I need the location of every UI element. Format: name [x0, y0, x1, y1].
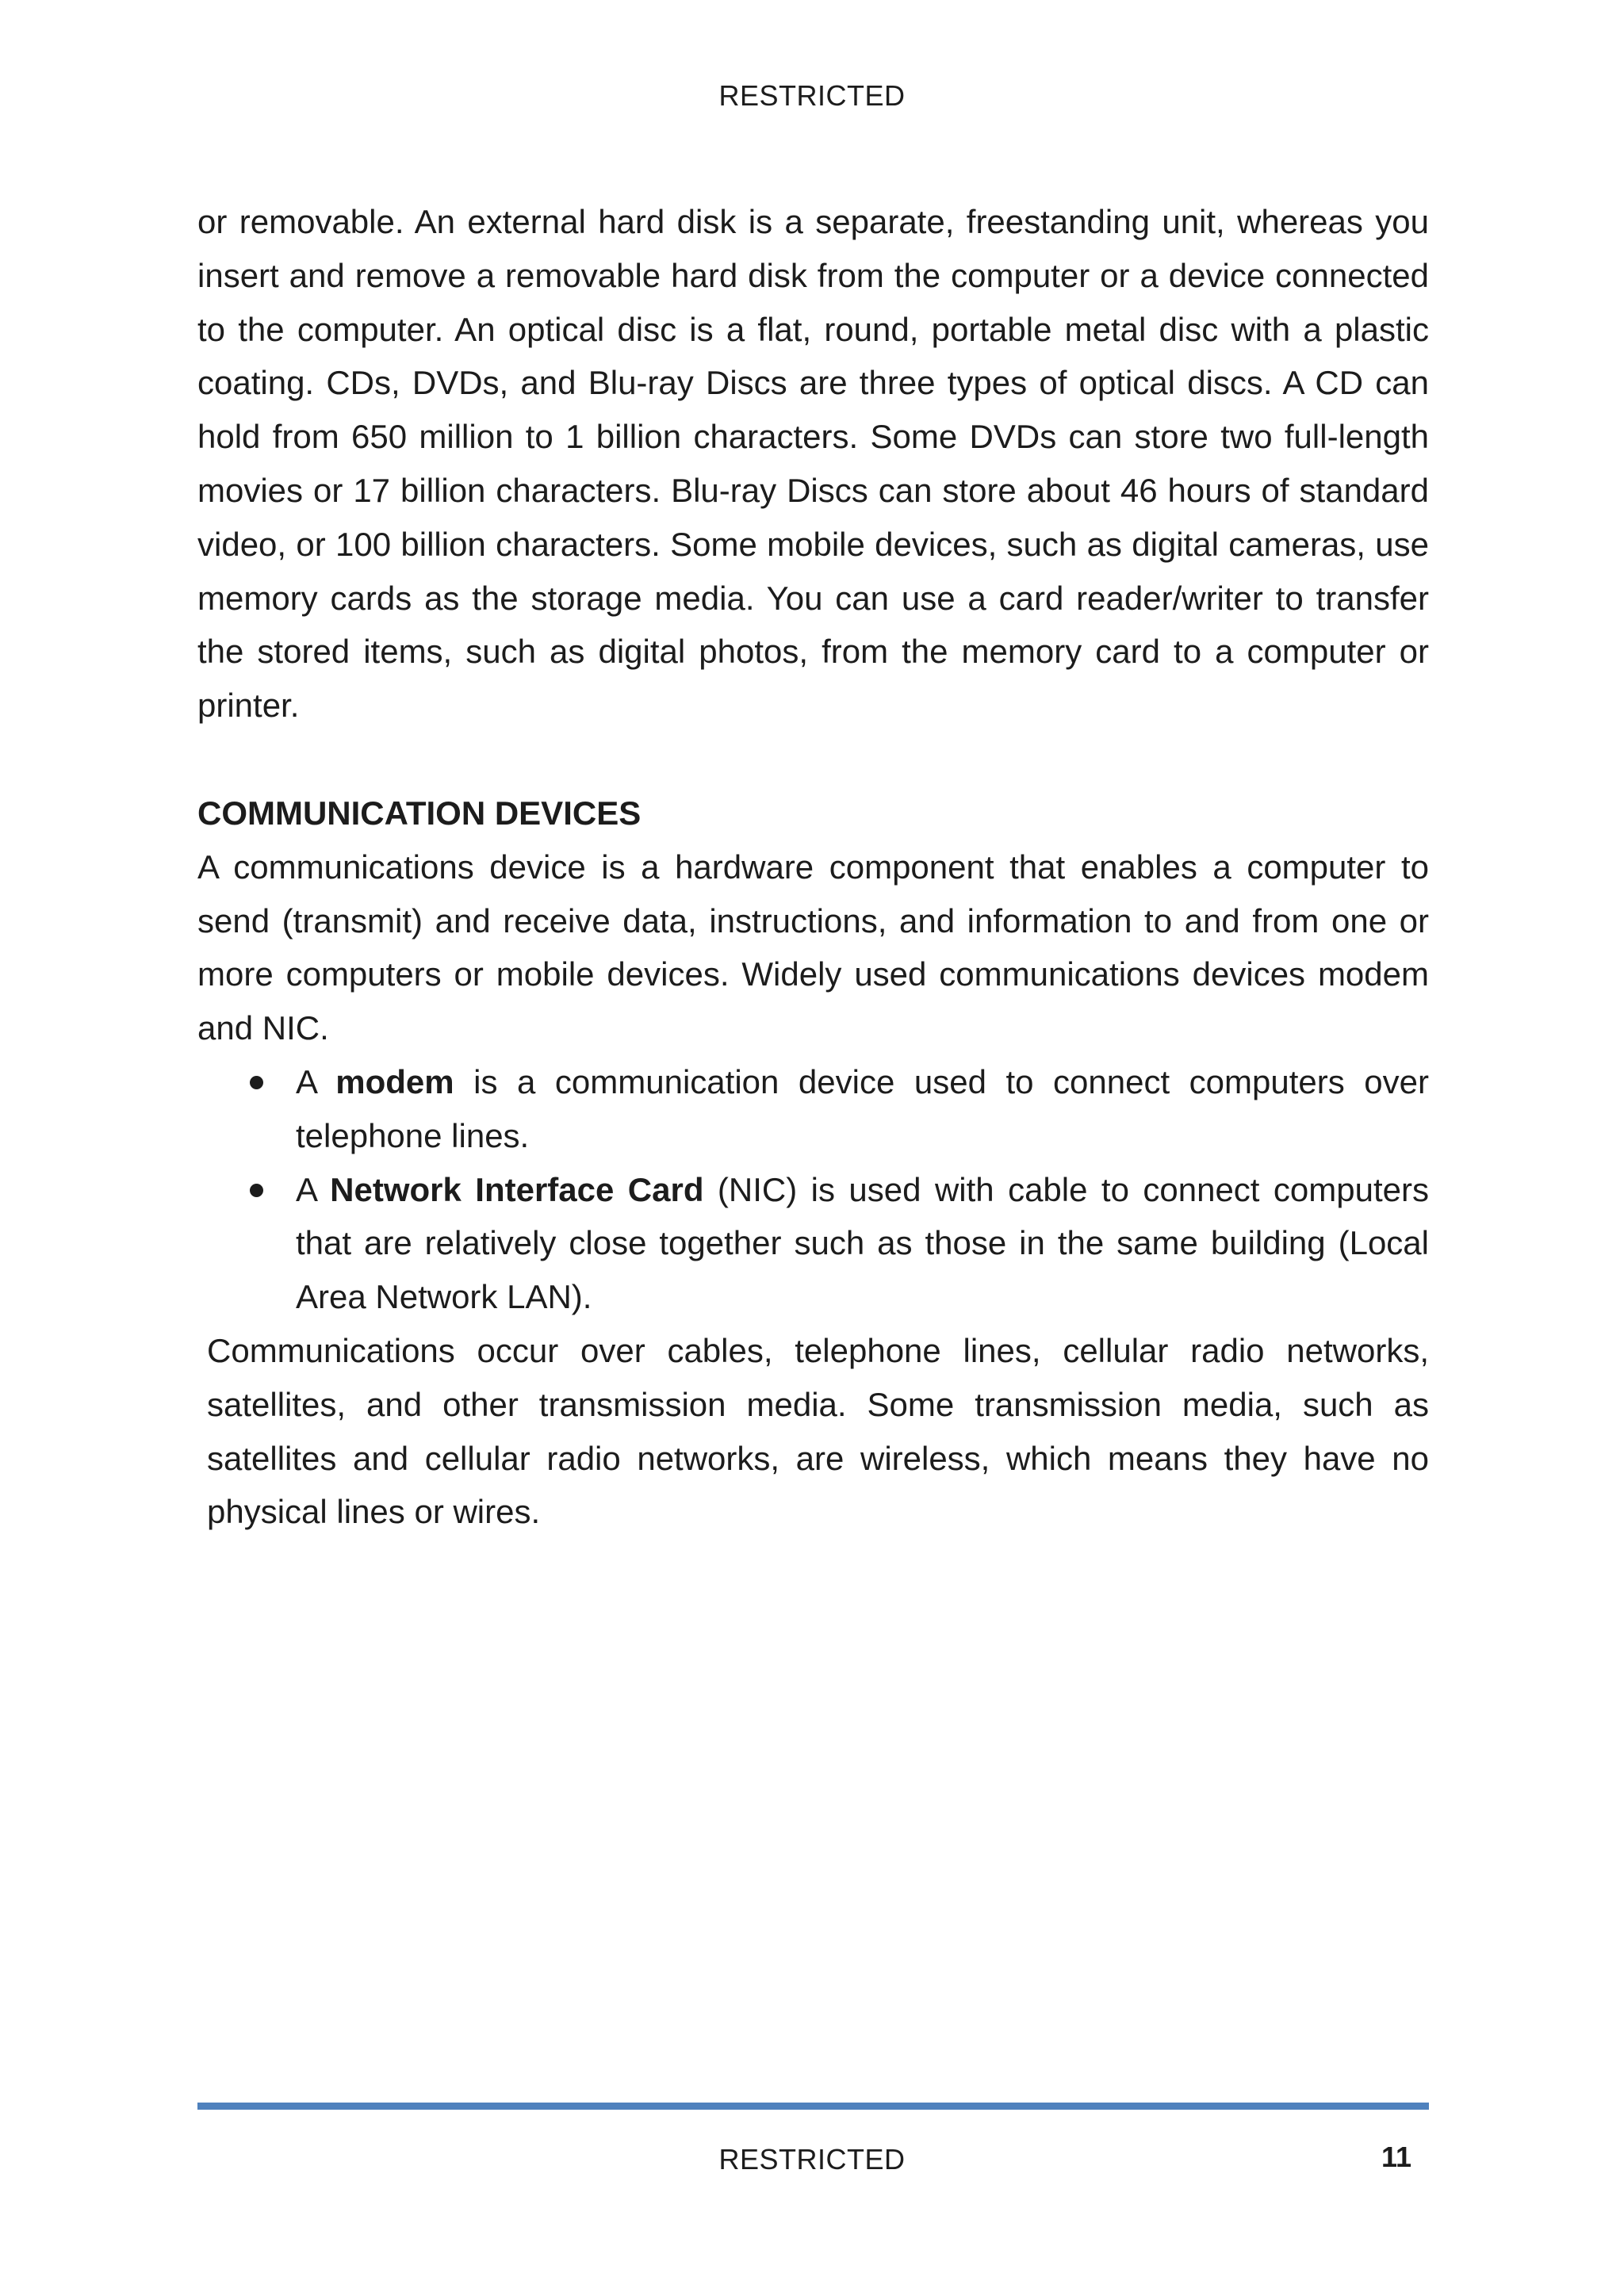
list-item [197, 1163, 1429, 1324]
bullet-icon [250, 1184, 263, 1197]
bullet-icon [250, 1076, 263, 1089]
section-heading: COMMUNICATION DEVICES [197, 794, 642, 832]
section-paragraph: A communications device is a hardware component that enables a computer to send (transmit) and receive data, instructions, and information to and from one or more computers or mobile devices. Widely used communications devices modem and NIC. [197, 848, 1429, 1047]
header-classification-label: RESTRICTED [718, 79, 906, 112]
list-item [197, 1055, 1429, 1163]
bullet-text: is a communication device used to connect computers over telephone lines. [296, 1062, 1429, 1154]
bullet-list [197, 1055, 1429, 1324]
bullet-text: (NIC) is used with cable to connect computers that are relatively close together such as those in the same building (Local Area Network LAN). [296, 1170, 1429, 1316]
bullet-prefix: A [296, 1170, 331, 1208]
page-body [197, 195, 1429, 1539]
bullet-term: Network Interface Card [330, 1170, 704, 1208]
bullet-term: modem [335, 1062, 454, 1100]
intro-paragraph: or removable. An external hard disk is a separate, freestanding unit, whereas you insert and remove a removable hard disk from the computer or a device connected to the computer. An optical disc is a flat, round, portable metal disc with a plastic coating. CDs, DVDs, and Blu-ray Discs are three types of optical discs. A CD can hold from 650 million to 1 billion characters. Some DVDs can store two full-length movies or 17 billion characters. Blu-ray Discs can store about 46 hours of standard video, or 100 billion characters. Some mobile devices, such as digital cameras, use memory cards as the storage media. You can use a card reader/writer to transfer the stored items, such as digital photos, from the memory card to a computer or printer. [197, 203, 1429, 725]
footer-divider [197, 2103, 1429, 2110]
closing-paragraph: Communications occur over cables, telephone lines, cellular radio networks, satellites, and other transmission media. Some transmission media, such as satellites and cellular radio networks, are wireless, which means they have no physical lines or wires. [207, 1331, 1429, 1531]
page-number: 11 [1381, 2141, 1411, 2173]
bullet-prefix: A [296, 1062, 336, 1100]
footer-classification-label: RESTRICTED [718, 2143, 906, 2175]
